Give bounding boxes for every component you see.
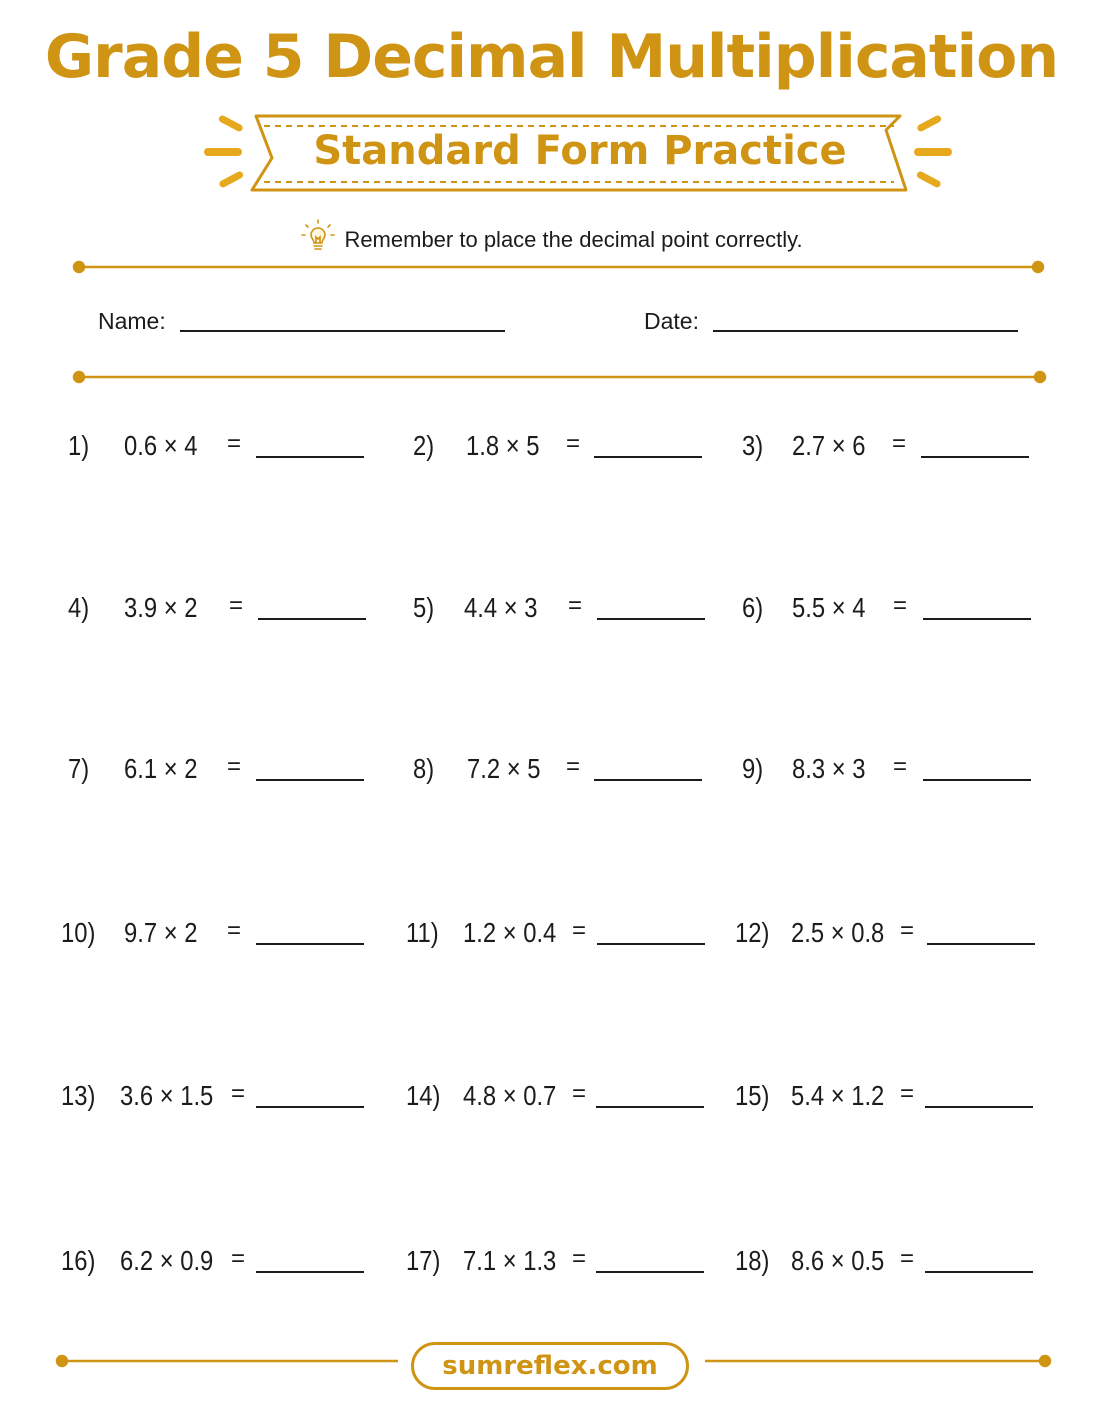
problem-expression: 2.7 × 6 [792, 430, 866, 461]
problem-number: 8) [413, 753, 435, 784]
problem-item [68, 592, 388, 632]
problem-expression: 1.2 × 0.4 [463, 917, 557, 948]
problem-number: 9) [742, 753, 764, 784]
problem-item [406, 917, 726, 957]
problem-expression: 3.9 × 2 [124, 592, 198, 623]
problem-number: 1) [68, 430, 90, 461]
answer-blank[interactable] [256, 943, 364, 945]
problem-item [413, 430, 733, 470]
equals-sign: = [893, 592, 908, 619]
answer-blank[interactable] [256, 779, 364, 781]
answer-blank[interactable] [594, 456, 702, 458]
problem-expression: 7.2 × 5 [467, 753, 541, 784]
problem-expression: 5.4 × 1.2 [791, 1080, 885, 1111]
equals-sign: = [892, 430, 907, 457]
equals-sign: = [566, 430, 581, 457]
page-title: Grade 5 Decimal Multiplication [44, 22, 1059, 92]
problem-expression: 2.5 × 0.8 [791, 917, 885, 948]
problem-item [742, 592, 1062, 632]
problem-expression: 6.2 × 0.9 [120, 1245, 214, 1276]
problem-expression: 4.4 × 3 [464, 592, 538, 623]
problem-item [61, 1080, 381, 1120]
problem-expression: 8.3 × 3 [792, 753, 866, 784]
equals-sign: = [572, 917, 587, 944]
rule-middle-dot-left [74, 372, 84, 382]
equals-sign: = [566, 753, 581, 780]
lightbulb-icon [300, 218, 336, 254]
problem-number: 4) [68, 592, 90, 623]
problem-number: 15) [735, 1080, 770, 1111]
problem-number: 12) [735, 917, 770, 948]
answer-blank[interactable] [258, 618, 366, 620]
problem-expression: 8.6 × 0.5 [791, 1245, 885, 1276]
problem-number: 7) [68, 753, 90, 784]
problem-item [413, 753, 733, 793]
problem-item [68, 430, 388, 470]
problem-expression: 1.8 × 5 [466, 430, 540, 461]
answer-blank[interactable] [596, 1106, 704, 1108]
equals-sign: = [231, 1245, 246, 1272]
problem-number: 11) [406, 917, 439, 948]
problem-item [742, 430, 1062, 470]
problem-number: 18) [735, 1245, 770, 1276]
problem-expression: 7.1 × 1.3 [463, 1245, 557, 1276]
equals-sign: = [227, 917, 242, 944]
equals-sign: = [572, 1245, 587, 1272]
answer-blank[interactable] [597, 618, 705, 620]
equals-sign: = [231, 1080, 246, 1107]
rule-footer-dot-right [1040, 1356, 1050, 1366]
answer-blank[interactable] [925, 1271, 1033, 1273]
problem-number: 16) [61, 1245, 96, 1276]
problem-number: 5) [413, 592, 435, 623]
answer-blank[interactable] [925, 1106, 1033, 1108]
problem-item [735, 1080, 1055, 1120]
problem-item [406, 1245, 726, 1285]
name-field[interactable] [180, 330, 505, 332]
date-field[interactable] [713, 330, 1018, 332]
answer-blank[interactable] [596, 1271, 704, 1273]
equals-sign: = [568, 592, 583, 619]
problem-item [413, 592, 733, 632]
name-label: Name: [98, 308, 166, 334]
footer-site-link[interactable]: sumreflex.com [411, 1342, 689, 1390]
problem-expression: 6.1 × 2 [124, 753, 198, 784]
answer-blank[interactable] [927, 943, 1035, 945]
problem-expression: 0.6 × 4 [124, 430, 198, 461]
problem-item [406, 1080, 726, 1120]
problem-expression: 9.7 × 2 [124, 917, 198, 948]
problem-item [735, 917, 1055, 957]
equals-sign: = [893, 753, 908, 780]
answer-blank[interactable] [923, 618, 1031, 620]
problem-item [742, 753, 1062, 793]
answer-blank[interactable] [256, 1106, 364, 1108]
equals-sign: = [900, 1245, 915, 1272]
problem-number: 17) [406, 1245, 441, 1276]
left-sunburst-icon [204, 114, 244, 188]
equals-sign: = [900, 917, 915, 944]
problem-expression: 3.6 × 1.5 [120, 1080, 214, 1111]
equals-sign: = [229, 592, 244, 619]
equals-sign: = [572, 1080, 587, 1107]
equals-sign: = [900, 1080, 915, 1107]
problem-item [68, 753, 388, 793]
rule-middle-dot-right [1035, 372, 1045, 382]
problem-item [61, 1245, 381, 1285]
problem-expression: 5.5 × 4 [792, 592, 866, 623]
problem-number: 14) [406, 1080, 441, 1111]
answer-blank[interactable] [597, 943, 705, 945]
answer-blank[interactable] [921, 456, 1029, 458]
problem-item [735, 1245, 1055, 1285]
answer-blank[interactable] [923, 779, 1031, 781]
problem-number: 6) [742, 592, 764, 623]
rule-top-dot-left [74, 262, 84, 272]
answer-blank[interactable] [256, 456, 364, 458]
tip-text: Remember to place the decimal point correctly. [344, 227, 803, 252]
problem-number: 13) [61, 1080, 96, 1111]
equals-sign: = [227, 430, 242, 457]
problem-number: 2) [413, 430, 435, 461]
problem-item [61, 917, 381, 957]
answer-blank[interactable] [256, 1271, 364, 1273]
answer-blank[interactable] [594, 779, 702, 781]
right-sunburst-icon [914, 114, 952, 188]
page-subtitle: Standard Form Practice [313, 128, 847, 174]
rule-top-dot-right [1033, 262, 1043, 272]
problem-number: 10) [61, 917, 96, 948]
problem-expression: 4.8 × 0.7 [463, 1080, 557, 1111]
tip-row [0, 222, 1103, 258]
date-label: Date: [644, 308, 699, 334]
rule-footer-dot-left [57, 1356, 67, 1366]
equals-sign: = [227, 753, 242, 780]
problem-number: 3) [742, 430, 764, 461]
